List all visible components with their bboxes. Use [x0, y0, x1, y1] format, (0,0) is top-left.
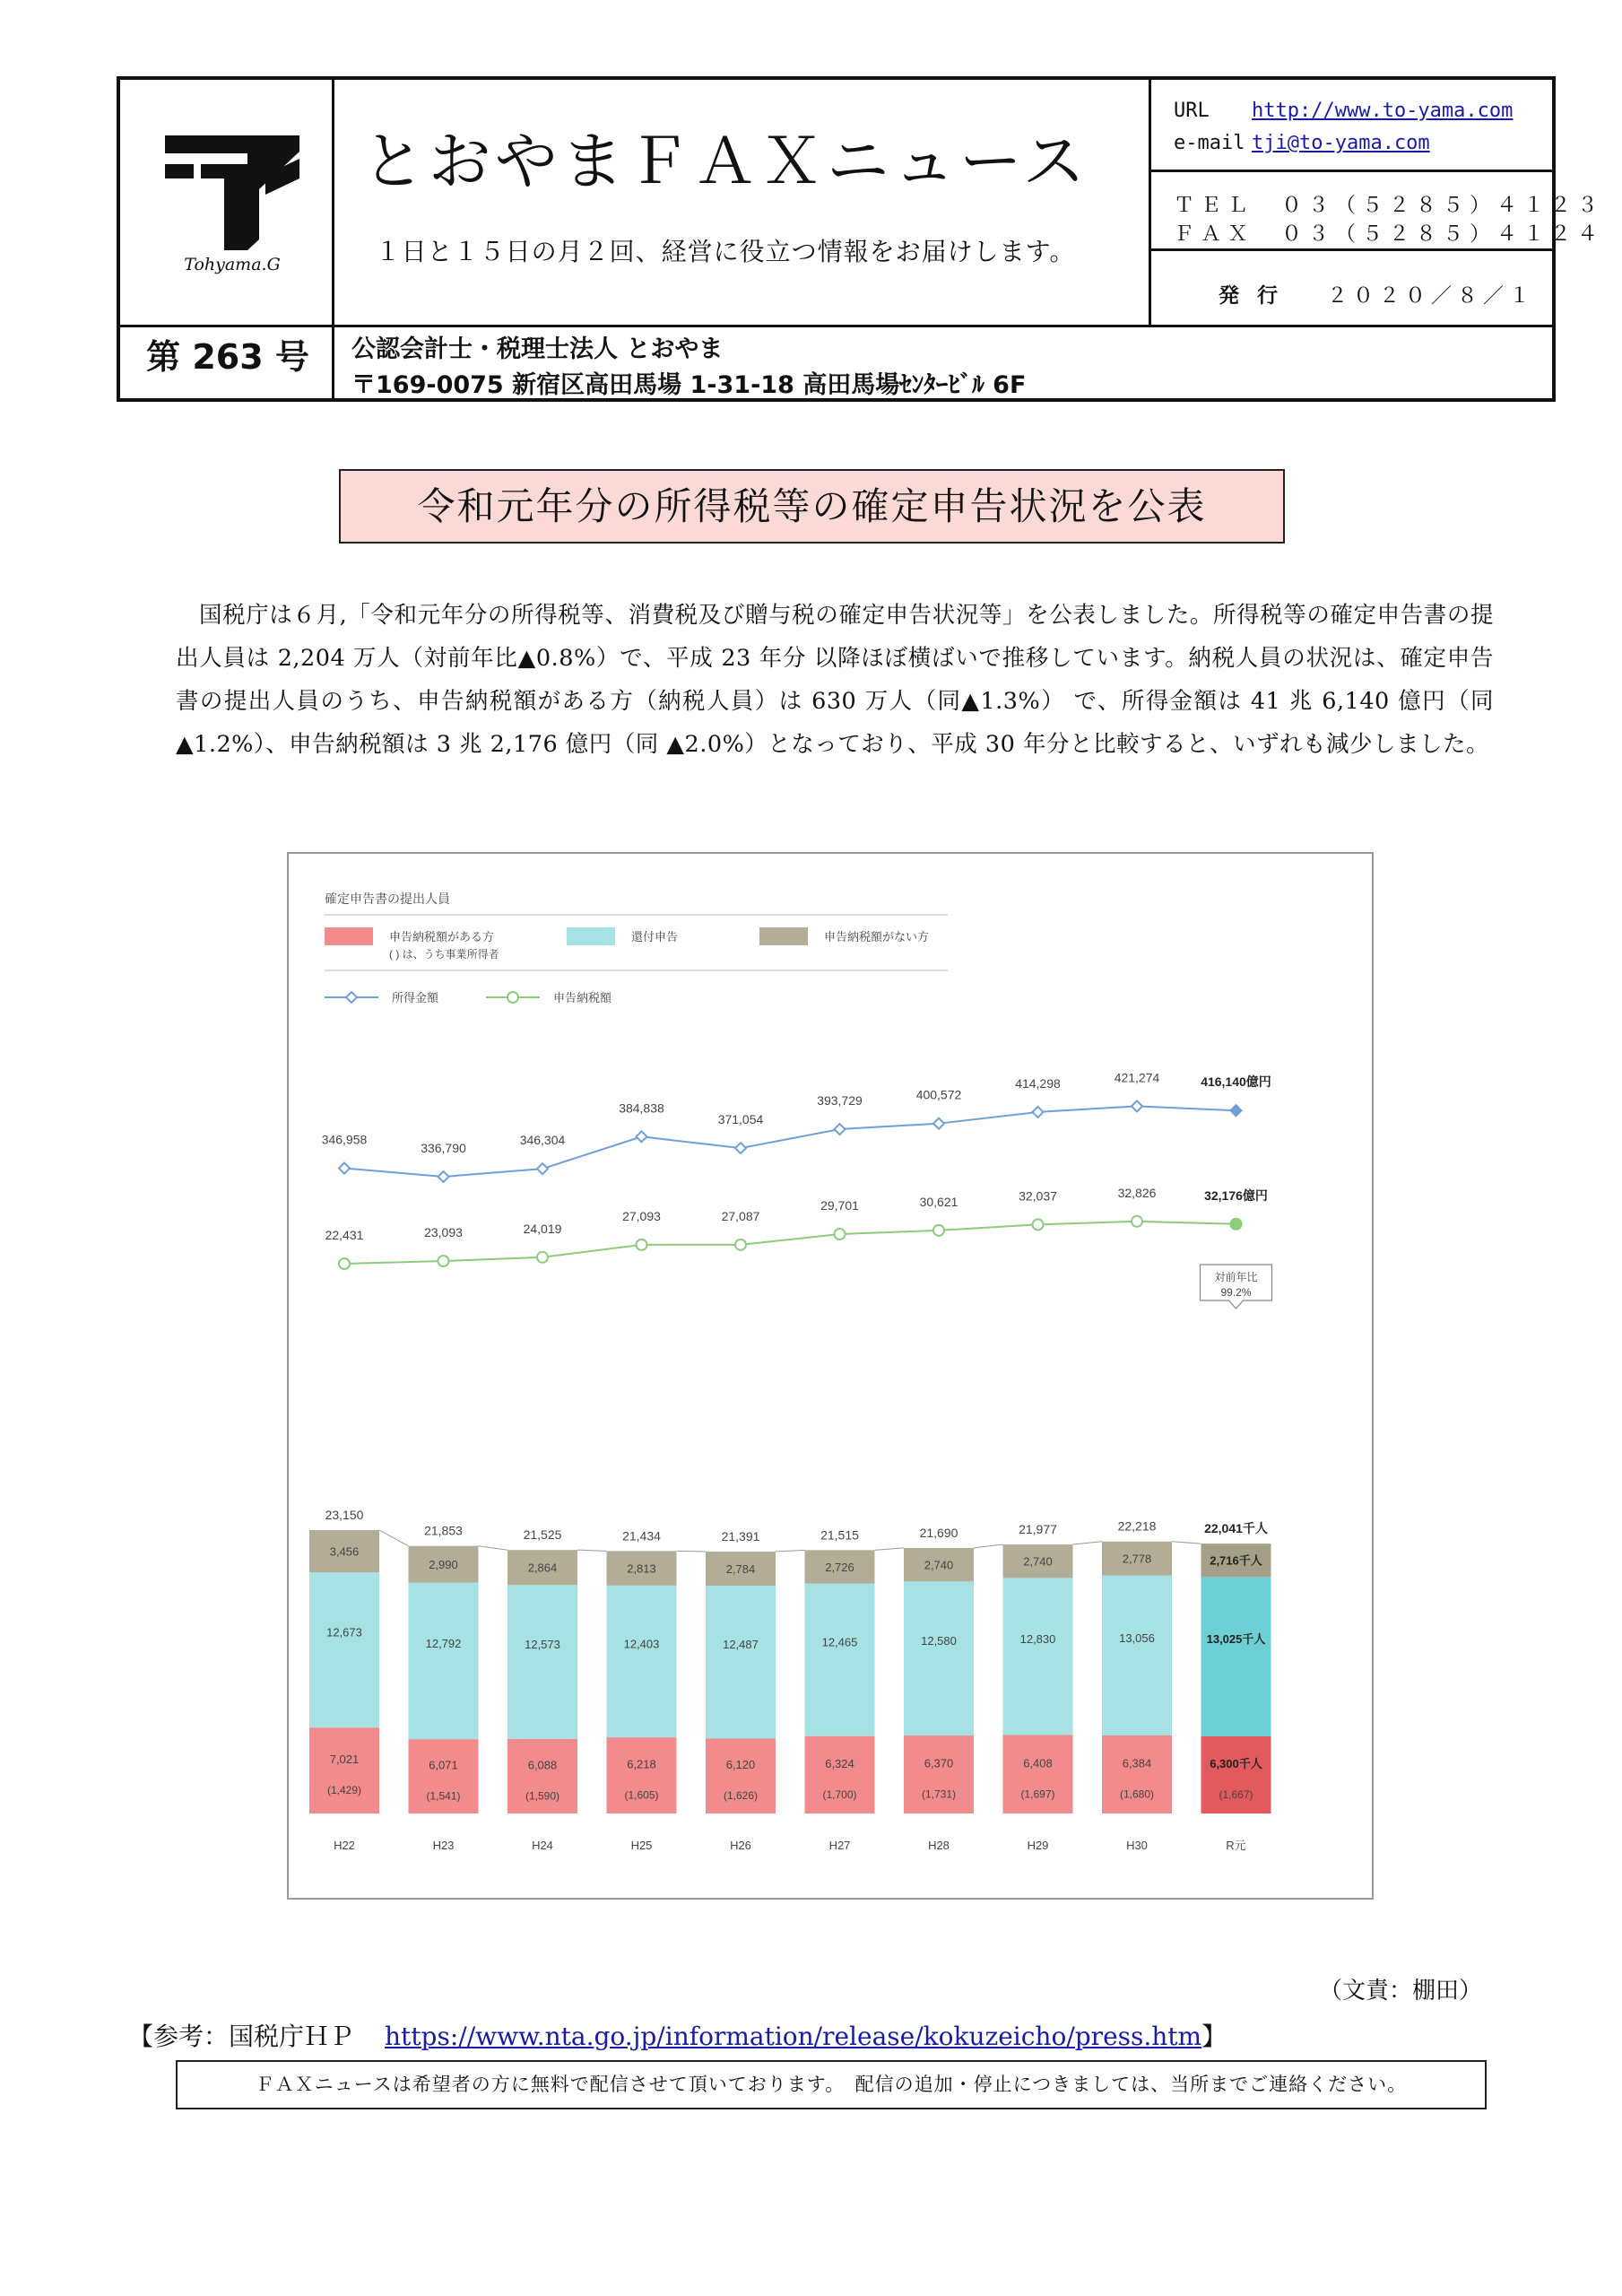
issue-date: ２０２０／８／１: [1327, 284, 1535, 308]
point-label: 23,093: [424, 1224, 463, 1239]
bar-label-total: 23,150: [325, 1508, 364, 1523]
distribution-notice: ＦＡＸニュースは希望者の方に無料で配信させて頂いております。 配信の追加・停止につきましては、当所までご連絡ください。: [176, 2060, 1487, 2109]
bar-connector: [479, 1546, 508, 1550]
x-tick-label: H28: [928, 1839, 950, 1852]
legend-marker: [346, 992, 357, 1003]
reference-close: 】: [1201, 2022, 1227, 2051]
chart-point: [1231, 1105, 1242, 1116]
bar-label-business: (1,541): [426, 1789, 461, 1803]
bar-connector: [776, 1550, 805, 1552]
logo-signature: Tohyama.G: [184, 255, 281, 274]
point-label: 27,093: [622, 1208, 661, 1223]
bar-label-taxpayers: 6,408: [1023, 1756, 1053, 1770]
chart-point: [438, 1171, 449, 1182]
legend-label: 所得金額: [392, 991, 439, 1004]
bar-label-refund: 12,580: [921, 1634, 957, 1648]
bar-label-total: 21,977: [1019, 1522, 1057, 1537]
chart-title: 確定申告書の提出人員: [325, 891, 450, 906]
legend-swatch: [759, 927, 808, 945]
callout-value: 99.2%: [1220, 1286, 1252, 1299]
point-label: 384,838: [619, 1100, 664, 1116]
chart-point: [438, 1256, 449, 1266]
divider: [1149, 170, 1556, 172]
bar-label-business: (1,429): [326, 1784, 362, 1797]
x-tick-label: H23: [432, 1839, 455, 1852]
chart-bar-segment: [706, 1738, 776, 1813]
article-body: [176, 594, 1494, 766]
chart-bar-segment: [1003, 1735, 1073, 1813]
x-tick-label: H24: [532, 1839, 553, 1852]
chart-bar-segment: [309, 1727, 379, 1813]
chart-bar-segment: [409, 1583, 479, 1740]
point-label: 371,054: [717, 1112, 764, 1127]
bar-label-refund: 12,487: [723, 1638, 759, 1652]
bar-label-taxpayers: 6,384: [1122, 1756, 1152, 1770]
x-tick-label: H26: [730, 1839, 751, 1852]
legend-label: 申告納税額: [553, 991, 612, 1004]
chart-point: [1132, 1216, 1142, 1227]
newsletter-header: [117, 76, 1604, 402]
point-label: 346,304: [519, 1133, 566, 1148]
issue-label: 発行: [1219, 284, 1296, 308]
chart-point: [933, 1225, 944, 1236]
x-tick-label: H29: [1027, 1839, 1049, 1852]
bar-label-notax: 2,778: [1122, 1552, 1152, 1566]
chart-bar-segment: [507, 1585, 577, 1739]
chart-bar-segment: [1201, 1577, 1271, 1736]
x-tick-label: H27: [828, 1839, 851, 1852]
bar-label-taxpayers: 6,088: [527, 1758, 558, 1772]
point-label: 336,790: [421, 1141, 466, 1155]
chart-bar-segment: [805, 1584, 875, 1736]
chart-point: [339, 1258, 350, 1269]
chart-bar-segment: [507, 1739, 577, 1813]
chart-point: [1132, 1100, 1142, 1111]
reference-label: 【参考：国税庁ＨＰ: [128, 2022, 355, 2051]
bar-label-business: (1,731): [921, 1787, 957, 1801]
bar-label-notax: 2,740: [924, 1558, 954, 1572]
bar-label-business: (1,590): [525, 1789, 560, 1803]
chart-point: [735, 1143, 746, 1153]
bar-label-refund: 12,403: [623, 1637, 660, 1651]
chart-point: [735, 1239, 746, 1250]
article-paragraph: 国税庁は６月,「令和元年分の所得税等、消費税及び贈与税の確定申告状況等」を公表しました。所得税等の確定申告書の提出人員は 2,204 万人（対前年比▲0.8%）で、平成 23 年分 以降ほぼ横ばいで推移しています。納税人員の状況は、確定申告書の提出人員のうち、申告納税額がある方（納税人員）は 630 万人（同▲1.3%） で、所得金額は 41 兆 6,140 億円（同▲1.2%）、申告納税額は 3 兆 2,176 億円（同 ▲2.0%）となっており、平成 30 年分と比較すると、いずれも減少しました。: [176, 602, 1494, 758]
chart-point: [537, 1163, 548, 1174]
chart-point: [1033, 1107, 1044, 1118]
bar-label-notax: 2,990: [429, 1558, 458, 1572]
divider: [332, 80, 334, 325]
author-credit: （文責：棚田）: [1318, 1978, 1482, 2005]
point-label: 27,087: [721, 1208, 760, 1223]
company-logo: [165, 125, 299, 250]
x-tick-label: H25: [630, 1839, 653, 1852]
chart-point: [835, 1229, 846, 1239]
bar-label-taxpayers: 6,324: [825, 1756, 854, 1770]
newsletter-tagline: １日と１５日の月２回、経営に役立つ情報をお届けします。: [375, 237, 1076, 266]
bar-label-notax: 2,784: [725, 1562, 756, 1577]
point-label: 32,037: [1019, 1188, 1057, 1204]
issue-number: 第 263 号: [146, 337, 309, 377]
chart-bar-segment: [1102, 1735, 1172, 1813]
tax-filing-chart: [287, 852, 1374, 1900]
bar-label-total: 22,218: [1117, 1518, 1157, 1534]
chart-point: [339, 1163, 350, 1174]
chart-bar-segment: [1201, 1736, 1271, 1813]
bar-label-notax: 2,740: [1023, 1554, 1053, 1569]
reference: [128, 2017, 1227, 2053]
bar-label-refund: 13,025千人: [1206, 1632, 1266, 1647]
bar-label-refund: 12,830: [1019, 1631, 1056, 1646]
callout-label: 対前年比: [1214, 1271, 1258, 1283]
bar-label-total: 21,391: [721, 1529, 760, 1544]
bar-connector: [577, 1550, 607, 1551]
bar-label-taxpayers: 6,071: [429, 1758, 458, 1772]
chart-bar-segment: [706, 1586, 776, 1738]
bar-connector: [1172, 1542, 1201, 1544]
bar-connector: [379, 1530, 409, 1546]
bar-label-notax: 2,726: [825, 1560, 854, 1574]
bar-label-business: (1,667): [1219, 1788, 1253, 1802]
email-label: e-mail: [1174, 132, 1245, 154]
point-label: 24,019: [523, 1221, 562, 1236]
bar-label-business: (1,700): [822, 1787, 857, 1801]
url-label: URL: [1174, 100, 1210, 122]
phone-number: ＴＥＬ ０３（５２８５）４１２３: [1174, 194, 1604, 217]
newsletter-title: とおやまＦＡＸニュース: [361, 125, 1089, 198]
bar-label-notax: 2,864: [527, 1561, 558, 1575]
chart-point: [637, 1131, 647, 1142]
chart-series-line: [344, 1106, 1236, 1177]
firm-address: 〒169-0075 新宿区高田馬場 1-31-18 高田馬場ｾﾝﾀｰﾋﾞﾙ 6F: [351, 371, 1027, 399]
bar-label-refund: 12,673: [326, 1625, 362, 1639]
bar-label-total: 21,515: [820, 1527, 859, 1543]
divider: [1149, 248, 1556, 251]
point-label: 29,701: [820, 1197, 859, 1213]
bar-label-total: 21,690: [919, 1525, 958, 1540]
chart-point: [537, 1252, 548, 1263]
chart-series-line: [344, 1222, 1236, 1264]
bar-label-taxpayers: 6,218: [627, 1757, 656, 1771]
reference-link[interactable]: https://www.nta.go.jp/information/release/kokuzeicho/press.htm: [385, 2022, 1202, 2051]
chart-point: [835, 1124, 846, 1135]
x-tick-label: R元: [1226, 1839, 1246, 1852]
bar-connector: [974, 1544, 1003, 1548]
bar-label-refund: 12,465: [821, 1635, 858, 1649]
chart-bar-segment: [805, 1736, 875, 1813]
chart-bar-segment: [904, 1581, 974, 1735]
chart-bar-segment: [1003, 1578, 1073, 1735]
legend-swatch: [567, 927, 615, 945]
point-label: 22,431: [325, 1228, 364, 1242]
legend-marker: [507, 992, 518, 1003]
chart-bar-segment: [607, 1737, 677, 1813]
bar-label-notax: 2,813: [627, 1561, 656, 1576]
point-label: 32,176億円: [1204, 1187, 1268, 1203]
article-headline: 令和元年分の所得税等の確定申告状況を公表: [339, 469, 1285, 544]
point-label: 421,274: [1114, 1070, 1160, 1085]
legend-note: ( ) は、うち事業所得者: [389, 948, 499, 961]
bar-label-refund: 12,573: [525, 1638, 560, 1652]
divider: [120, 325, 1556, 327]
chart-point: [1033, 1219, 1044, 1230]
bar-connector: [1073, 1542, 1103, 1544]
bar-label-taxpayers: 7,021: [329, 1752, 360, 1767]
point-label: 393,729: [817, 1093, 863, 1109]
point-label: 414,298: [1015, 1075, 1061, 1091]
chart-canvas: [289, 854, 1372, 1898]
legend-label: 申告納税額がある方: [389, 930, 495, 944]
chart-bar-segment: [904, 1735, 974, 1813]
chart-point: [1231, 1219, 1242, 1230]
issue-date-row: [1174, 279, 1550, 309]
bar-label-refund: 13,056: [1119, 1631, 1155, 1645]
email-link[interactable]: tji@to-yama.com: [1252, 132, 1430, 154]
bar-label-total: 21,853: [424, 1523, 463, 1538]
chart-point: [637, 1239, 647, 1250]
divider: [1149, 80, 1151, 325]
point-label: 346,958: [321, 1132, 368, 1147]
bar-connector: [875, 1548, 905, 1550]
point-label: 400,572: [915, 1087, 962, 1102]
bar-label-refund: 12,792: [425, 1636, 462, 1650]
chart-bar-segment: [607, 1586, 677, 1737]
fax-number: ＦＡＸ ０３（５２８５）４１２４: [1174, 222, 1604, 246]
legend-swatch: [325, 927, 373, 945]
bar-label-notax: 3,456: [329, 1544, 360, 1559]
bar-label-total: 21,434: [622, 1528, 661, 1544]
point-label: 32,826: [1117, 1185, 1157, 1200]
bar-label-total: 21,525: [523, 1527, 562, 1543]
point-label: 416,140億円: [1201, 1074, 1271, 1090]
bar-label-taxpayers: 6,120: [725, 1758, 756, 1772]
legend-label: 還付申告: [631, 930, 679, 944]
x-tick-label: H30: [1126, 1839, 1148, 1852]
website-link[interactable]: http://www.to-yama.com: [1252, 100, 1514, 122]
point-label: 30,621: [919, 1194, 958, 1209]
chart-bar-segment: [1102, 1576, 1172, 1735]
bar-label-taxpayers: 6,300千人: [1210, 1757, 1262, 1771]
firm-name: 公認会計士・税理士法人 とおやま: [351, 335, 724, 363]
bar-label-business: (1,680): [1119, 1787, 1155, 1801]
chart-bar-segment: [309, 1572, 379, 1727]
legend-label: 申告納税額がない方: [824, 930, 930, 944]
bar-label-notax: 2,716千人: [1210, 1553, 1262, 1568]
bar-connector: [677, 1551, 707, 1552]
bar-label-taxpayers: 6,370: [924, 1756, 954, 1770]
bar-label-business: (1,697): [1020, 1787, 1055, 1801]
bar-label-business: (1,605): [624, 1788, 659, 1802]
x-tick-label: H22: [334, 1839, 355, 1852]
bar-label-total: 22,041千人: [1204, 1521, 1268, 1536]
bar-label-business: (1,626): [723, 1789, 759, 1803]
chart-point: [933, 1118, 944, 1129]
